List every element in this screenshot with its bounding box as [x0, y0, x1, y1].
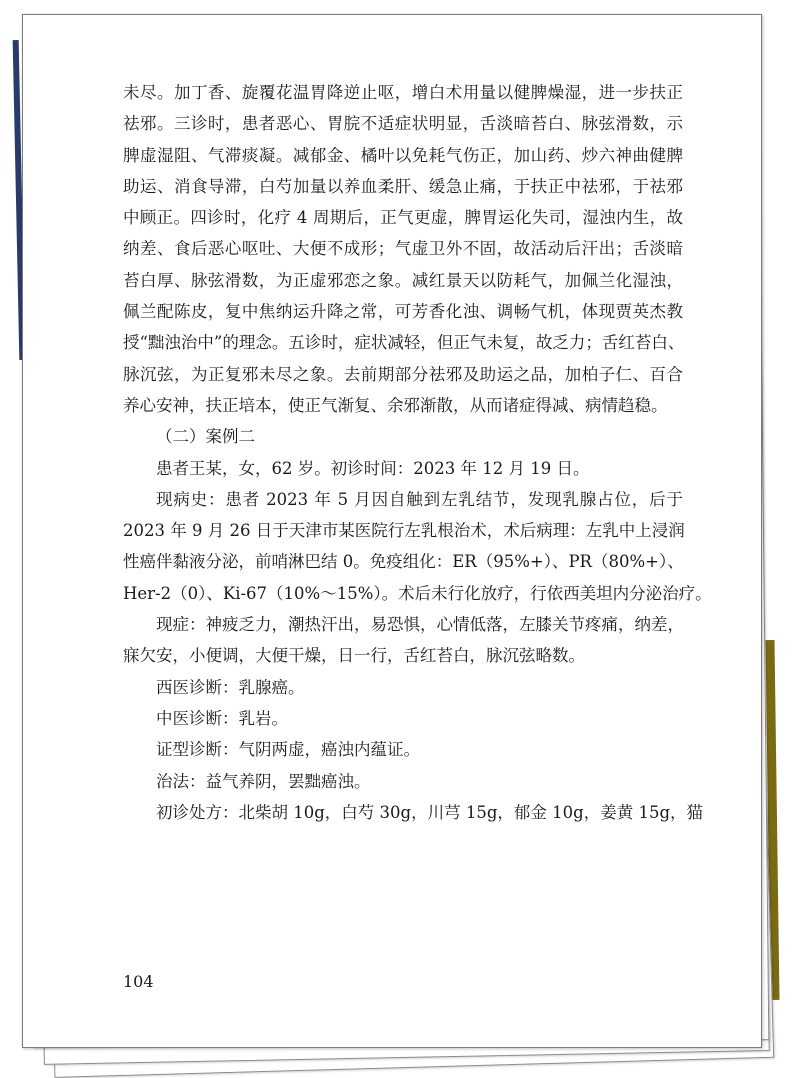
text-line: 佩兰配陈皮，复中焦纳运升降之常，可芳香化浊、调畅气机，体现贾英杰教 — [123, 302, 683, 322]
text-line: （二）案例二 — [156, 427, 255, 447]
text-line: 治法：益气养阴，罢黜癌浊。 — [156, 771, 371, 791]
page-number: 104 — [123, 972, 154, 991]
text-line: 祛邪。三诊时，患者恶心、胃脘不适症状明显，舌淡暗苔白、脉弦滑数，示 — [123, 114, 683, 134]
text-line: 现症：神疲乏力，潮热汗出，易恐惧，心情低落，左膝关节疼痛，纳差， — [156, 615, 684, 635]
document-page — [22, 14, 762, 1048]
text-line: 性癌伴黏液分泌，前哨淋巴结 0。免疫组化：ER（95%+）、PR（80%+）、 — [123, 552, 684, 572]
text-line: 纳差、食后恶心呕吐、大便不成形；气虚卫外不固，故活动后汗出；舌淡暗 — [123, 239, 683, 259]
text-line: 养心安神，扶正培本，使正气渐复、余邪渐散，从而诸症得减、病情趋稳。 — [123, 395, 668, 415]
text-line: 证型诊断：气阴两虚，癌浊内蕴证。 — [156, 740, 420, 760]
text-line: 寐欠安，小便调，大便干燥，日一行，舌红苔白，脉沉弦略数。 — [123, 646, 585, 666]
text-line: 中顾正。四诊时，化疗 4 周期后，正气更虚，脾胃运化失司，湿浊内生，故 — [123, 208, 683, 228]
text-line: 授“黜浊治中”的理念。五诊时，症状减轻，但正气未复，故乏力；舌红苔白、 — [123, 333, 685, 353]
text-line: 患者王某，女，62 岁。初诊时间：2023 年 12 月 19 日。 — [156, 458, 590, 478]
text-line: 苔白厚、脉弦滑数，为正虚邪恋之象。减红景天以防耗气，加佩兰化湿浊， — [123, 270, 683, 290]
text-line: Her-2（0）、Ki-67（10%～15%）。术后未行化放疗，行依西美坦内分泌治疗。 — [123, 583, 712, 603]
text-line: 脾虚湿阻、气滞痰凝。减郁金、橘叶以免耗气伤正，加山药、炒六神曲健脾 — [123, 145, 683, 165]
text-line: 脉沉弦，为正复邪未尽之象。去前期部分祛邪及助运之品，加柏子仁、百合 — [123, 364, 683, 384]
body-text — [123, 77, 712, 828]
text-line: 初诊处方：北柴胡 10g，白芍 30g，川芎 15g，郁金 10g，姜黄 15g，猫 — [156, 802, 704, 822]
text-line: 2023 年 9 月 26 日于天津市某医院行左乳根治术，术后病理：左乳中上浸润 — [123, 521, 685, 541]
text-line: 未尽。加丁香、旋覆花温胃降逆止呕，增白术用量以健脾燥湿，进一步扶正 — [123, 83, 683, 102]
text-line: 现病史：患者 2023 年 5 月因自触到左乳结节，发现乳腺占位，后于 — [156, 489, 683, 509]
text-line: 中医诊断：乳岩。 — [156, 708, 288, 728]
text-line: 西医诊断：乳腺癌。 — [156, 677, 305, 697]
text-line: 助运、消食导滞，白芍加量以养血柔肝、缓急止痛，于扶正中祛邪，于祛邪 — [123, 176, 683, 196]
